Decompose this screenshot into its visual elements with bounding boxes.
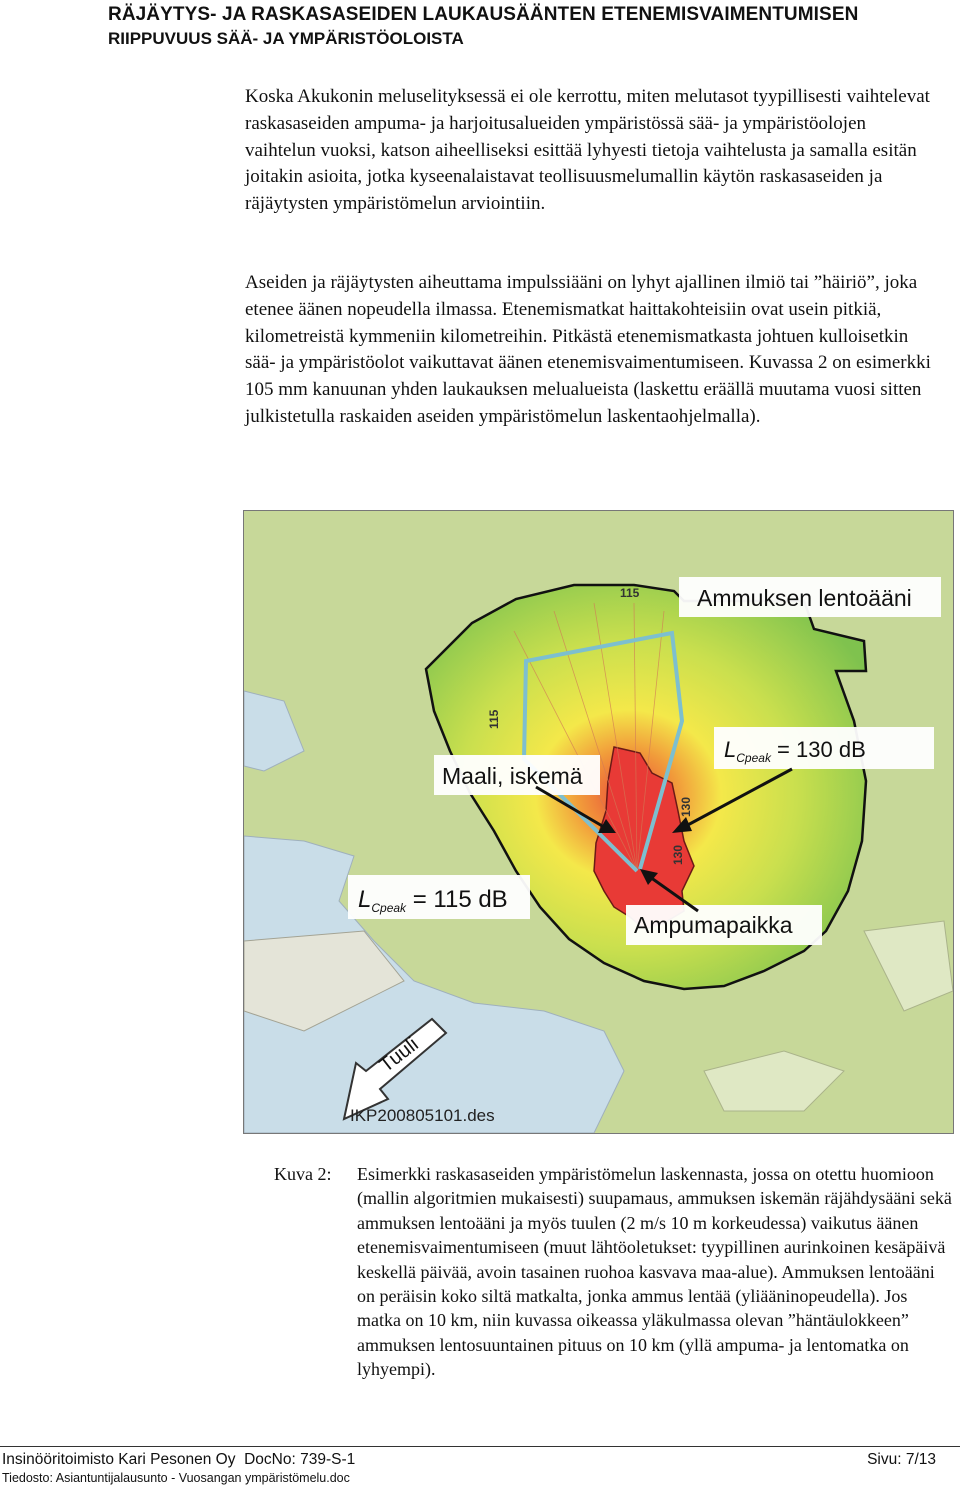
caption-text: Esimerkki raskasaseiden ympäristömelun laskennasta, jossa on otettu huomioon (mallin algoritmien mukaisesti) suupamaus, ammuksen iskemän räjähdysääni sekä ammuksen lentoääni ja myös tuulen (2 m/s 10 m korkeudessa) vaikutus äänen etenemisvaimentumiseen (muut lähtöoletukset: tyypillinen aurinkoinen kesäpäivä keskellä päivää, avoin tasainen ruohoa kasvava maa-alue). Ammuksen lentoääni on peräisin koko siltä matkalta, jonka ammus lentää (yliääninopeudella). Jos matka on 10 km, niin kuvassa oikeassa yläkulmassa olevan ”häntäulokkeen” ammuksen lentosuuntainen pituus on 10 km (yllä ampuma- ja lentomatka on lyhyempi). — [357, 1164, 952, 1380]
lpeak-115-symbol: L — [358, 886, 372, 913]
contour-label-115-top: 115 — [620, 586, 640, 600]
footer-file-name: Tiedosto: Asiantuntijalausunto - Vuosangan ympäristömelu.doc — [2, 1471, 350, 1485]
body-paragraph-2: Aseiden ja räjäytysten aiheuttama impulssiääni on lyhyt ajallinen ilmiö tai ”häiriö”, joka etenee äänen nopeudella ilmassa. Etenemismatkat haittakohteisiin ovat usein pitkiä, kilometreistä kymmeniin kilometreihin. Pitkästä etenemismatkasta johtuen kulloisetkin sää- ja ympäristöolot vaikuttavat äänen etenemisvaimentumiseen. Kuvassa 2 on esimerkki 105 mm kanuunan yhden laukauksen melualueista (laskettu eräällä muutama vuosi sitten julkistetulla raskaiden aseiden ympäristömelun laskentaohjelmalla). — [245, 272, 931, 427]
body-paragraph-1: Koska Akukonin meluselityksessä ei ole kerrottu, miten melutasot tyypillisesti vaihtelevat raskasaseiden ampuma- ja harjoitusalueiden ympäristössä sää- ja ympäristöolojen vaihtelun vuoksi, katson aiheelliseksi esittää lyhyesti tietoja vaihtelusta ja samalla esitän joitakin asioita, jotka kyseenalaistavat teollisuusmelumallin käytön raskasaseiden ja räjäytysten ympäristömelun arviointiin. — [245, 86, 930, 215]
lpeak-115-value: = 115 dB — [406, 886, 508, 913]
lpeak-130-value: = 130 dB — [770, 737, 866, 762]
contour-label-115-left: 115 — [487, 709, 501, 729]
footer-page-number: Sivu: 7/13 — [867, 1451, 936, 1468]
caption-label: Kuva 2: — [274, 1164, 332, 1184]
footer-divider — [0, 1446, 960, 1447]
footer-company: Insinööritoimisto Kari Pesonen Oy — [2, 1451, 236, 1468]
figure-file-id: IKP200805101.des — [350, 1106, 495, 1125]
label-projectile-sound: Ammuksen lentoääni — [697, 585, 912, 611]
document-header — [108, 4, 948, 49]
label-target-impact: Maali, iskemä — [442, 763, 583, 789]
header-title-line-1: RÄJÄYTYS- JA RASKASASEIDEN LAUKAUSÄÄNTEN ETENEMISVAIMENTUMISEN — [108, 4, 859, 25]
label-firing-position: Ampumapaikka — [634, 912, 793, 938]
contour-label-130-a: 130 — [679, 796, 693, 817]
footer-doc-number: DocNo: 739-S-1 — [244, 1451, 356, 1468]
wind-label: Tuuli — [375, 1033, 423, 1077]
lpeak-130-symbol: L — [724, 737, 737, 762]
lpeak-130-subscript: Cpeak — [736, 751, 771, 765]
document-footer — [2, 1450, 942, 1485]
noise-map-image — [244, 511, 953, 1133]
contour-label-130-b: 130 — [671, 844, 685, 865]
header-title-line-2: RIIPPUVUUS SÄÄ- JA YMPÄRISTÖOLOISTA — [108, 29, 464, 48]
noise-map-figure — [243, 510, 954, 1134]
lpeak-115-subscript: Cpeak — [371, 901, 407, 915]
